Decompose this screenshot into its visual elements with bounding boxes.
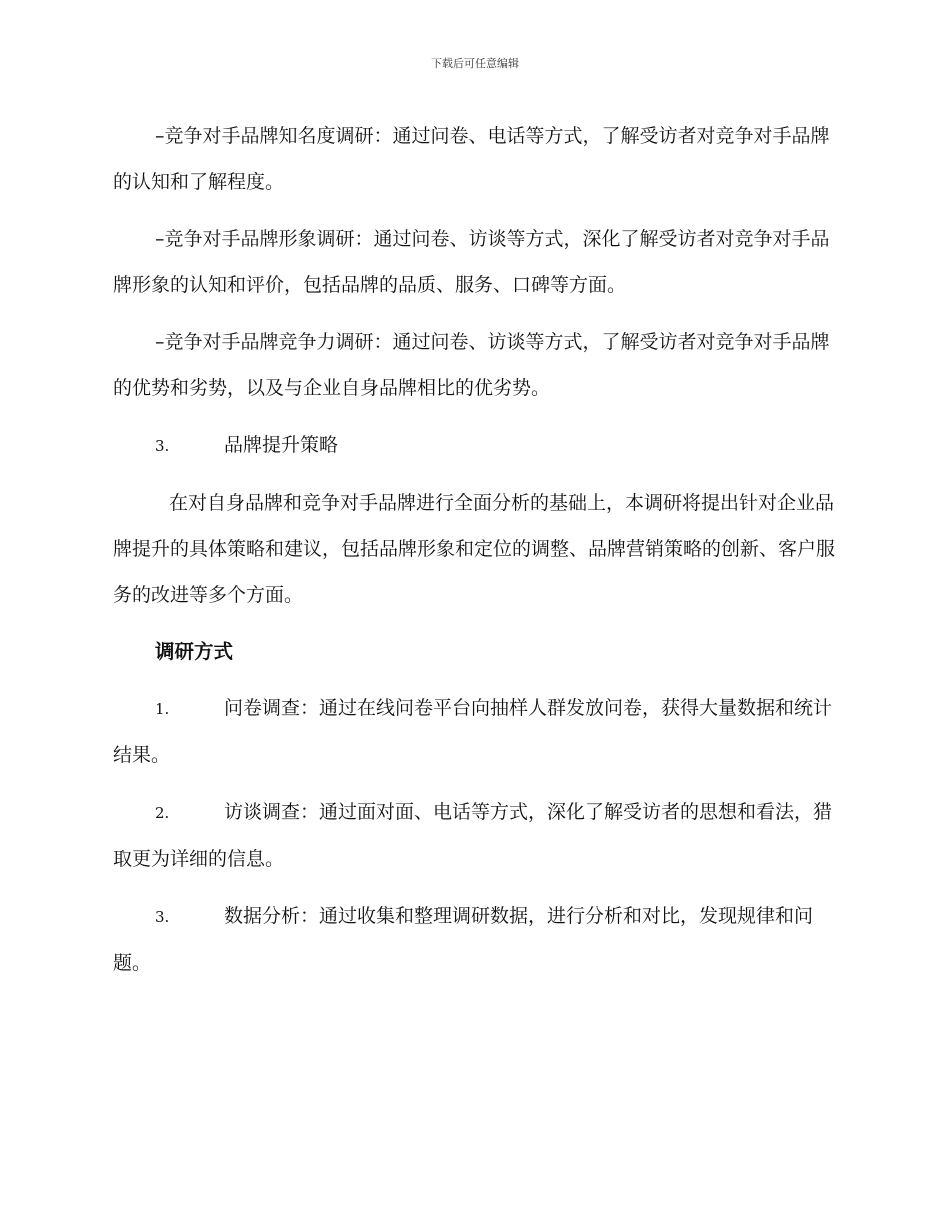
section-heading-item xyxy=(113,422,835,469)
bullet-paragraph: –竞争对手品牌竞争力调研：通过问卷、访谈等方式，了解受访者对竞争对手品牌的优势和劣势，以及与企业自身品牌相比的优劣势。 xyxy=(113,331,830,399)
method-item xyxy=(113,685,835,778)
method-text: 问卷调查：通过在线问卷平台向抽样人群发放问卷，获得大量数据和统计结果。 xyxy=(113,697,833,766)
item-number: 3. xyxy=(155,908,170,926)
bullet-paragraph: –竞争对手品牌知名度调研：通过问卷、电话等方式，了解受访者对竞争对手品牌的认知和了解程度。 xyxy=(113,125,830,193)
header-note: 下载后可任意编辑 xyxy=(431,57,519,70)
methods-heading: 调研方式 xyxy=(155,640,234,663)
method-text: 数据分析：通过收集和整理调研数据，进行分析和对比，发现规律和问题。 xyxy=(113,905,814,974)
document-body xyxy=(113,113,835,997)
method-text: 访谈调查：通过面对面、电话等方式，深化了解受访者的思想和看法，猎取更为详细的信息。 xyxy=(113,801,833,870)
method-item xyxy=(113,893,835,986)
method-item xyxy=(113,789,835,882)
bullet-paragraph: –竞争对手品牌形象调研：通过问卷、访谈等方式，深化了解受访者对竞争对手品牌形象的认知和评价，包括品牌的品质、服务、口碑等方面。 xyxy=(113,228,830,296)
item-number: 1. xyxy=(155,700,170,718)
item-number: 2. xyxy=(155,804,170,822)
section-paragraph: 在对自身品牌和竞争对手品牌进行全面分析的基础上，本调研将提出针对企业品牌提升的具体策略和建议，包括品牌形象和定位的调整、品牌营销策略的创新、客户服务的改进等多个方面。 xyxy=(113,492,836,606)
section-title: 品牌提升策略 xyxy=(224,434,339,456)
item-number: 3. xyxy=(155,437,170,455)
